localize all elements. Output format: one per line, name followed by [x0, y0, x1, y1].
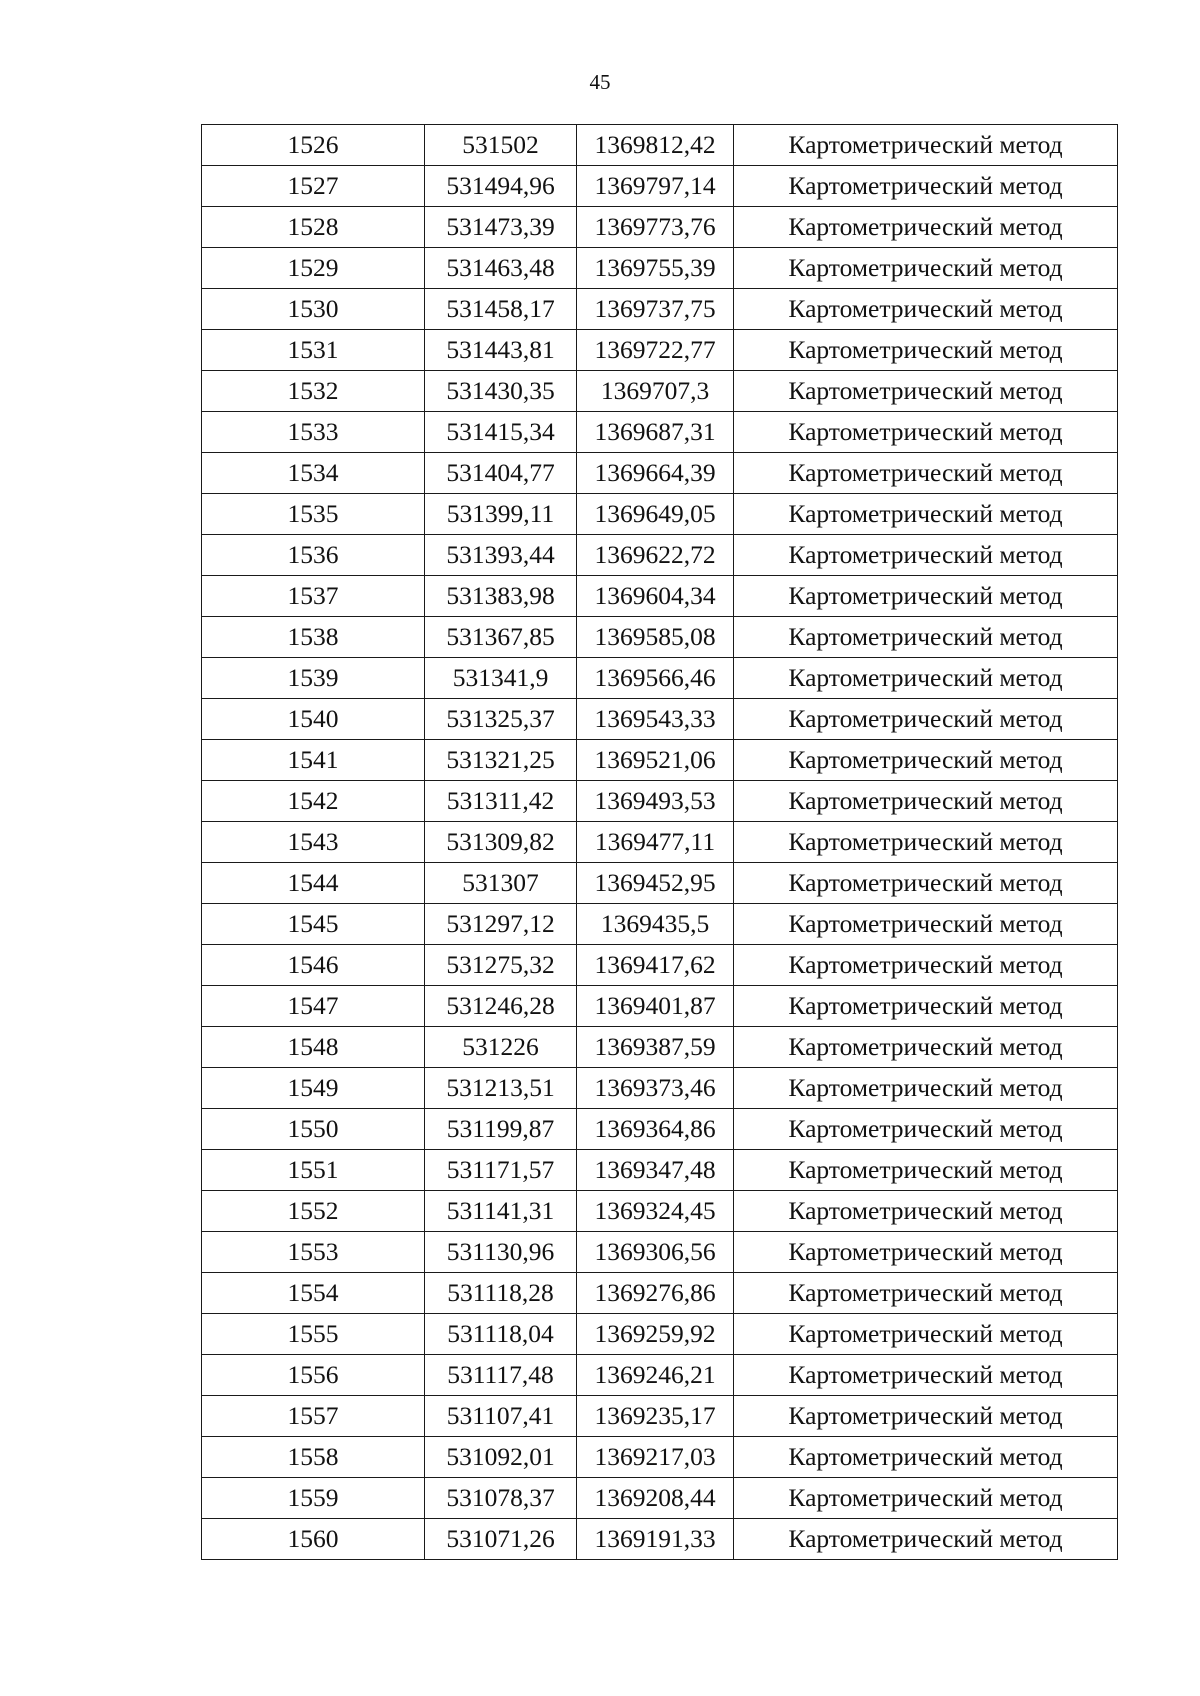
method-cell: Картометрический метод — [734, 494, 1118, 535]
table-row — [202, 1191, 1118, 1232]
point-number-cell: 1560 — [202, 1519, 425, 1560]
x-coordinate-cell: 531404,77 — [425, 453, 577, 494]
method-cell: Картометрический метод — [734, 740, 1118, 781]
table-row — [202, 1027, 1118, 1068]
point-number-cell: 1549 — [202, 1068, 425, 1109]
y-coordinate-cell: 1369812,42 — [577, 125, 734, 166]
x-coordinate-cell: 531107,41 — [425, 1396, 577, 1437]
method-cell: Картометрический метод — [734, 1519, 1118, 1560]
x-coordinate-cell: 531502 — [425, 125, 577, 166]
table-row — [202, 781, 1118, 822]
method-cell: Картометрический метод — [734, 412, 1118, 453]
x-coordinate-cell: 531367,85 — [425, 617, 577, 658]
table-row — [202, 1314, 1118, 1355]
x-coordinate-cell: 531246,28 — [425, 986, 577, 1027]
table-row — [202, 494, 1118, 535]
point-number-cell: 1551 — [202, 1150, 425, 1191]
point-number-cell: 1526 — [202, 125, 425, 166]
y-coordinate-cell: 1369417,62 — [577, 945, 734, 986]
point-number-cell: 1527 — [202, 166, 425, 207]
x-coordinate-cell: 531473,39 — [425, 207, 577, 248]
table-row — [202, 1396, 1118, 1437]
method-cell: Картометрический метод — [734, 1314, 1118, 1355]
table-row — [202, 1150, 1118, 1191]
method-cell: Картометрический метод — [734, 617, 1118, 658]
table-row — [202, 248, 1118, 289]
y-coordinate-cell: 1369649,05 — [577, 494, 734, 535]
method-cell: Картометрический метод — [734, 1068, 1118, 1109]
method-cell: Картометрический метод — [734, 207, 1118, 248]
method-cell: Картометрический метод — [734, 904, 1118, 945]
method-cell: Картометрический метод — [734, 371, 1118, 412]
table-row — [202, 453, 1118, 494]
point-number-cell: 1545 — [202, 904, 425, 945]
x-coordinate-cell: 531141,31 — [425, 1191, 577, 1232]
table-row — [202, 822, 1118, 863]
x-coordinate-cell: 531494,96 — [425, 166, 577, 207]
method-cell: Картометрический метод — [734, 1396, 1118, 1437]
table-row — [202, 1519, 1118, 1560]
point-number-cell: 1557 — [202, 1396, 425, 1437]
table-row — [202, 1068, 1118, 1109]
y-coordinate-cell: 1369387,59 — [577, 1027, 734, 1068]
point-number-cell: 1546 — [202, 945, 425, 986]
x-coordinate-cell: 531092,01 — [425, 1437, 577, 1478]
table-row — [202, 740, 1118, 781]
point-number-cell: 1530 — [202, 289, 425, 330]
method-cell: Картометрический метод — [734, 535, 1118, 576]
table-row — [202, 904, 1118, 945]
method-cell: Картометрический метод — [734, 1437, 1118, 1478]
y-coordinate-cell: 1369401,87 — [577, 986, 734, 1027]
y-coordinate-cell: 1369347,48 — [577, 1150, 734, 1191]
y-coordinate-cell: 1369217,03 — [577, 1437, 734, 1478]
point-number-cell: 1535 — [202, 494, 425, 535]
x-coordinate-cell: 531071,26 — [425, 1519, 577, 1560]
y-coordinate-cell: 1369585,08 — [577, 617, 734, 658]
table-row — [202, 1478, 1118, 1519]
point-number-cell: 1543 — [202, 822, 425, 863]
x-coordinate-cell: 531078,37 — [425, 1478, 577, 1519]
method-cell: Картометрический метод — [734, 1109, 1118, 1150]
point-number-cell: 1540 — [202, 699, 425, 740]
y-coordinate-cell: 1369543,33 — [577, 699, 734, 740]
y-coordinate-cell: 1369324,45 — [577, 1191, 734, 1232]
method-cell: Картометрический метод — [734, 1027, 1118, 1068]
point-number-cell: 1555 — [202, 1314, 425, 1355]
coordinates-table — [201, 124, 1118, 1560]
point-number-cell: 1541 — [202, 740, 425, 781]
y-coordinate-cell: 1369306,56 — [577, 1232, 734, 1273]
x-coordinate-cell: 531297,12 — [425, 904, 577, 945]
point-number-cell: 1538 — [202, 617, 425, 658]
y-coordinate-cell: 1369452,95 — [577, 863, 734, 904]
x-coordinate-cell: 531309,82 — [425, 822, 577, 863]
x-coordinate-cell: 531443,81 — [425, 330, 577, 371]
x-coordinate-cell: 531458,17 — [425, 289, 577, 330]
table-row — [202, 863, 1118, 904]
method-cell: Картометрический метод — [734, 330, 1118, 371]
x-coordinate-cell: 531307 — [425, 863, 577, 904]
method-cell: Картометрический метод — [734, 699, 1118, 740]
point-number-cell: 1547 — [202, 986, 425, 1027]
point-number-cell: 1529 — [202, 248, 425, 289]
table-row — [202, 166, 1118, 207]
point-number-cell: 1544 — [202, 863, 425, 904]
y-coordinate-cell: 1369687,31 — [577, 412, 734, 453]
table-row — [202, 412, 1118, 453]
x-coordinate-cell: 531415,34 — [425, 412, 577, 453]
x-coordinate-cell: 531341,9 — [425, 658, 577, 699]
x-coordinate-cell: 531275,32 — [425, 945, 577, 986]
y-coordinate-cell: 1369797,14 — [577, 166, 734, 207]
point-number-cell: 1550 — [202, 1109, 425, 1150]
method-cell: Картометрический метод — [734, 166, 1118, 207]
point-number-cell: 1534 — [202, 453, 425, 494]
y-coordinate-cell: 1369707,3 — [577, 371, 734, 412]
point-number-cell: 1536 — [202, 535, 425, 576]
method-cell: Картометрический метод — [734, 1478, 1118, 1519]
y-coordinate-cell: 1369755,39 — [577, 248, 734, 289]
y-coordinate-cell: 1369276,86 — [577, 1273, 734, 1314]
method-cell: Картометрический метод — [734, 822, 1118, 863]
y-coordinate-cell: 1369191,33 — [577, 1519, 734, 1560]
method-cell: Картометрический метод — [734, 289, 1118, 330]
x-coordinate-cell: 531311,42 — [425, 781, 577, 822]
y-coordinate-cell: 1369622,72 — [577, 535, 734, 576]
method-cell: Картометрический метод — [734, 1150, 1118, 1191]
method-cell: Картометрический метод — [734, 453, 1118, 494]
x-coordinate-cell: 531321,25 — [425, 740, 577, 781]
y-coordinate-cell: 1369737,75 — [577, 289, 734, 330]
point-number-cell: 1548 — [202, 1027, 425, 1068]
table-row — [202, 535, 1118, 576]
y-coordinate-cell: 1369566,46 — [577, 658, 734, 699]
point-number-cell: 1542 — [202, 781, 425, 822]
method-cell: Картометрический метод — [734, 125, 1118, 166]
point-number-cell: 1531 — [202, 330, 425, 371]
point-number-cell: 1537 — [202, 576, 425, 617]
table-row — [202, 289, 1118, 330]
point-number-cell: 1558 — [202, 1437, 425, 1478]
method-cell: Картометрический метод — [734, 986, 1118, 1027]
y-coordinate-cell: 1369235,17 — [577, 1396, 734, 1437]
table-row — [202, 945, 1118, 986]
table-row — [202, 207, 1118, 248]
method-cell: Картометрический метод — [734, 576, 1118, 617]
y-coordinate-cell: 1369493,53 — [577, 781, 734, 822]
x-coordinate-cell: 531171,57 — [425, 1150, 577, 1191]
table-row — [202, 576, 1118, 617]
point-number-cell: 1532 — [202, 371, 425, 412]
y-coordinate-cell: 1369521,06 — [577, 740, 734, 781]
table-row — [202, 699, 1118, 740]
x-coordinate-cell: 531393,44 — [425, 535, 577, 576]
y-coordinate-cell: 1369373,46 — [577, 1068, 734, 1109]
table-row — [202, 330, 1118, 371]
y-coordinate-cell: 1369435,5 — [577, 904, 734, 945]
table-row — [202, 371, 1118, 412]
point-number-cell: 1539 — [202, 658, 425, 699]
method-cell: Картометрический метод — [734, 1191, 1118, 1232]
table-row — [202, 658, 1118, 699]
x-coordinate-cell: 531130,96 — [425, 1232, 577, 1273]
table-row — [202, 1355, 1118, 1396]
page-number: 45 — [589, 70, 611, 94]
table-row — [202, 125, 1118, 166]
x-coordinate-cell: 531199,87 — [425, 1109, 577, 1150]
x-coordinate-cell: 531399,11 — [425, 494, 577, 535]
x-coordinate-cell: 531463,48 — [425, 248, 577, 289]
x-coordinate-cell: 531325,37 — [425, 699, 577, 740]
table-row — [202, 1437, 1118, 1478]
method-cell: Картометрический метод — [734, 248, 1118, 289]
method-cell: Картометрический метод — [734, 863, 1118, 904]
y-coordinate-cell: 1369773,76 — [577, 207, 734, 248]
table-row — [202, 1232, 1118, 1273]
y-coordinate-cell: 1369208,44 — [577, 1478, 734, 1519]
coordinates-table-body — [202, 125, 1118, 1560]
point-number-cell: 1559 — [202, 1478, 425, 1519]
method-cell: Картометрический метод — [734, 1355, 1118, 1396]
x-coordinate-cell: 531118,04 — [425, 1314, 577, 1355]
method-cell: Картометрический метод — [734, 1232, 1118, 1273]
y-coordinate-cell: 1369722,77 — [577, 330, 734, 371]
y-coordinate-cell: 1369477,11 — [577, 822, 734, 863]
y-coordinate-cell: 1369259,92 — [577, 1314, 734, 1355]
table-row — [202, 986, 1118, 1027]
method-cell: Картометрический метод — [734, 945, 1118, 986]
method-cell: Картометрический метод — [734, 781, 1118, 822]
point-number-cell: 1554 — [202, 1273, 425, 1314]
x-coordinate-cell: 531226 — [425, 1027, 577, 1068]
point-number-cell: 1552 — [202, 1191, 425, 1232]
x-coordinate-cell: 531213,51 — [425, 1068, 577, 1109]
table-row — [202, 1109, 1118, 1150]
table-row — [202, 617, 1118, 658]
y-coordinate-cell: 1369604,34 — [577, 576, 734, 617]
y-coordinate-cell: 1369246,21 — [577, 1355, 734, 1396]
y-coordinate-cell: 1369664,39 — [577, 453, 734, 494]
x-coordinate-cell: 531430,35 — [425, 371, 577, 412]
x-coordinate-cell: 531118,28 — [425, 1273, 577, 1314]
x-coordinate-cell: 531383,98 — [425, 576, 577, 617]
point-number-cell: 1556 — [202, 1355, 425, 1396]
point-number-cell: 1553 — [202, 1232, 425, 1273]
point-number-cell: 1533 — [202, 412, 425, 453]
y-coordinate-cell: 1369364,86 — [577, 1109, 734, 1150]
method-cell: Картометрический метод — [734, 658, 1118, 699]
point-number-cell: 1528 — [202, 207, 425, 248]
method-cell: Картометрический метод — [734, 1273, 1118, 1314]
x-coordinate-cell: 531117,48 — [425, 1355, 577, 1396]
table-row — [202, 1273, 1118, 1314]
